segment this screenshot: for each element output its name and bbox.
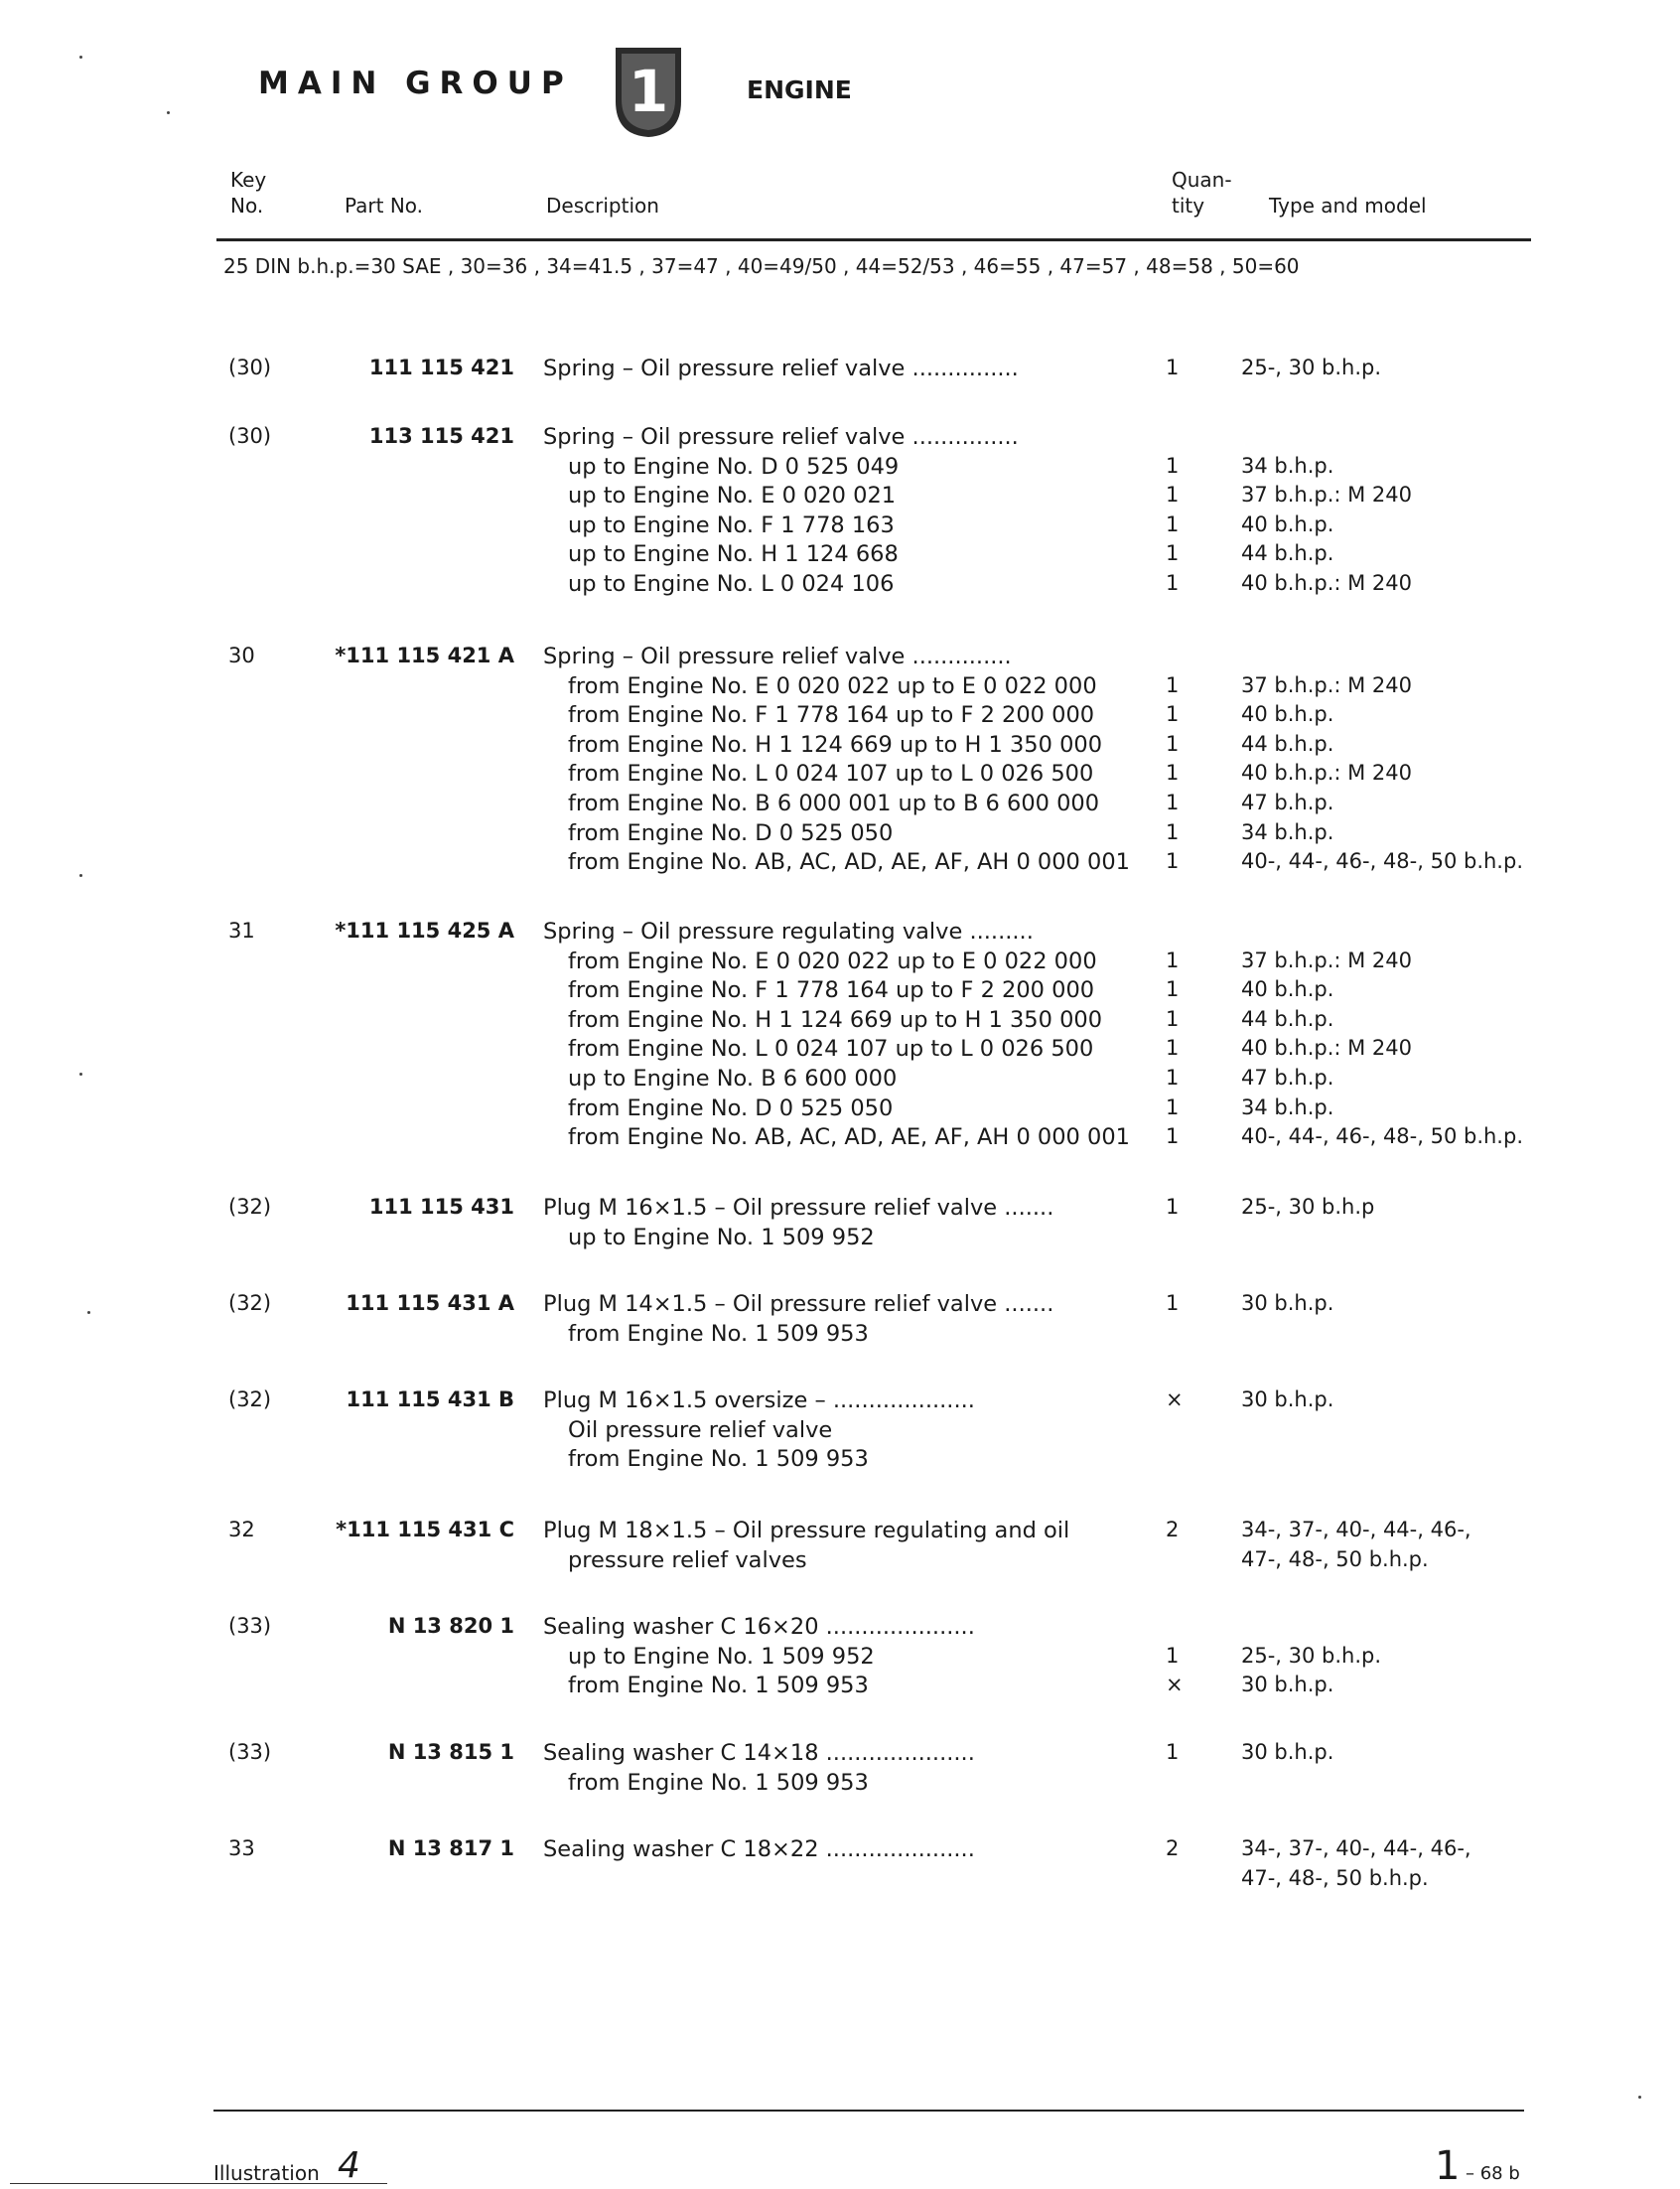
- part-number: N 13 820 1: [387, 1614, 514, 1638]
- scan-speck: [79, 56, 82, 59]
- key-number: (33): [228, 1614, 272, 1638]
- description-line: up to Engine No. B 6 600 000: [568, 1066, 898, 1092]
- scan-speck: [1638, 2096, 1641, 2099]
- quantity-value: 1: [1166, 1007, 1180, 1031]
- type-model-value: 25-, 30 b.h.p.: [1241, 356, 1382, 379]
- page-number: 1: [1435, 2143, 1461, 2189]
- description-line: from Engine No. 1 509 953: [568, 1770, 869, 1796]
- type-model-value: 44 b.h.p.: [1241, 1007, 1334, 1031]
- key-number: 32: [228, 1518, 255, 1541]
- key-number: (32): [228, 1195, 272, 1219]
- part-number: N 13 817 1: [387, 1836, 514, 1860]
- description-line: from Engine No. 1 509 953: [568, 1673, 869, 1698]
- description-line: from Engine No. 1 509 953: [568, 1446, 869, 1472]
- quantity-value: 1: [1166, 732, 1180, 756]
- type-model-value: 40 b.h.p.: M 240: [1241, 1036, 1413, 1060]
- type-model-value: 40 b.h.p.: M 240: [1241, 761, 1413, 785]
- column-header-key: Key No.: [230, 168, 267, 218]
- type-model-value: 30 b.h.p.: [1241, 1387, 1334, 1411]
- key-number: (32): [228, 1387, 272, 1411]
- description-line: from Engine No. H 1 124 669 up to H 1 350 000: [568, 732, 1103, 758]
- type-model-value: 44 b.h.p.: [1241, 732, 1334, 756]
- description-line: Spring – Oil pressure relief valve ..............: [543, 644, 1012, 669]
- quantity-value: 1: [1166, 1740, 1180, 1764]
- quantity-value: 1: [1166, 512, 1180, 536]
- quantity-value: 1: [1166, 791, 1180, 814]
- key-number: (33): [228, 1740, 272, 1764]
- quantity-value: 1: [1166, 820, 1180, 844]
- quantity-value: 1: [1166, 761, 1180, 785]
- description-line: Sealing washer C 14×18 .....................: [543, 1740, 975, 1766]
- type-model-value: 34 b.h.p.: [1241, 820, 1334, 844]
- page-number-suffix: – 68 b: [1466, 2163, 1520, 2184]
- description-line: Plug M 16×1.5 oversize – ....................: [543, 1387, 975, 1413]
- part-number: 113 115 421: [368, 424, 514, 448]
- margin-line: [10, 2183, 387, 2184]
- type-model-value: 40 b.h.p.: M 240: [1241, 571, 1413, 595]
- quantity-value: 1: [1166, 1644, 1180, 1668]
- description-line: up to Engine No. 1 509 952: [568, 1644, 875, 1670]
- footer-rule: [213, 2110, 1524, 2112]
- part-number: *111 115 421 A: [335, 644, 514, 667]
- description-line: from Engine No. D 0 525 050: [568, 820, 894, 846]
- quantity-value: 1: [1166, 1066, 1180, 1090]
- quantity-value: 2: [1166, 1518, 1180, 1541]
- description-line: from Engine No. F 1 778 164 up to F 2 200 000: [568, 702, 1095, 728]
- part-number: 111 115 431: [368, 1195, 514, 1219]
- type-model-value: 44 b.h.p.: [1241, 541, 1334, 565]
- part-number: N 13 815 1: [387, 1740, 514, 1764]
- quantity-value: 1: [1166, 1124, 1180, 1148]
- description-line: Oil pressure relief valve: [568, 1417, 833, 1443]
- description-line: up to Engine No. E 0 020 021: [568, 483, 897, 509]
- description-line: Spring – Oil pressure regulating valve .........: [543, 919, 1034, 945]
- description-line: Spring – Oil pressure relief valve ...............: [543, 356, 1019, 381]
- description-line: Sealing washer C 18×22 .....................: [543, 1836, 975, 1862]
- illustration-number: 4: [338, 2145, 360, 2186]
- type-model-value: 47-, 48-, 50 b.h.p.: [1241, 1547, 1429, 1571]
- description-line: up to Engine No. H 1 124 668: [568, 541, 899, 567]
- quantity-value: 1: [1166, 1095, 1180, 1119]
- description-line: Sealing washer C 16×20 .....................: [543, 1614, 975, 1640]
- part-number: *111 115 431 C: [336, 1518, 514, 1541]
- description-line: Plug M 16×1.5 – Oil pressure relief valve .......: [543, 1195, 1054, 1221]
- quantity-value: 1: [1166, 977, 1180, 1001]
- description-line: up to Engine No. D 0 525 049: [568, 454, 900, 480]
- description-line: Plug M 18×1.5 – Oil pressure regulating and oil: [543, 1518, 1070, 1543]
- part-number: 111 115 421: [368, 356, 514, 379]
- description-line: from Engine No. E 0 020 022 up to E 0 022 000: [568, 949, 1097, 974]
- description-line: Spring – Oil pressure relief valve ...............: [543, 424, 1019, 450]
- type-model-value: 40 b.h.p.: [1241, 977, 1334, 1001]
- type-model-value: 30 b.h.p.: [1241, 1673, 1334, 1696]
- description-line: from Engine No. H 1 124 669 up to H 1 350 000: [568, 1007, 1103, 1033]
- quantity-value: 1: [1166, 1195, 1180, 1219]
- quantity-value: 1: [1166, 454, 1180, 478]
- key-number: (30): [228, 356, 272, 379]
- quantity-value: ×: [1166, 1387, 1184, 1411]
- description-line: pressure relief valves: [568, 1547, 807, 1573]
- quantity-value: 1: [1166, 483, 1180, 507]
- type-model-value: 47 b.h.p.: [1241, 1066, 1334, 1090]
- key-number: 31: [228, 919, 255, 943]
- group-number-emblem-icon: [608, 42, 689, 141]
- description-line: from Engine No. 1 509 953: [568, 1321, 869, 1347]
- type-model-value: 37 b.h.p.: M 240: [1241, 949, 1413, 972]
- hp-conversion-note: 25 DIN b.h.p.=30 SAE , 30=36 , 34=41.5 , 37=47 , 40=49/50 , 44=52/53 , 46=55 , 47=57 , 48=58 , 50=60: [223, 254, 1300, 278]
- scan-speck: [167, 111, 170, 114]
- column-header-description: Description: [546, 194, 659, 218]
- type-model-value: 40 b.h.p.: [1241, 702, 1334, 726]
- type-model-value: 37 b.h.p.: M 240: [1241, 673, 1413, 697]
- illustration-label: Illustration: [213, 2161, 320, 2185]
- quantity-value: 1: [1166, 541, 1180, 565]
- type-model-value: 47-, 48-, 50 b.h.p.: [1241, 1866, 1429, 1890]
- type-model-value: 34-, 37-, 40-, 44-, 46-,: [1241, 1518, 1471, 1541]
- type-model-value: 40-, 44-, 46-, 48-, 50 b.h.p.: [1241, 1124, 1523, 1148]
- column-header-quantity: Quan- tity: [1172, 168, 1232, 218]
- type-model-value: 30 b.h.p.: [1241, 1291, 1334, 1315]
- scan-speck: [79, 1073, 82, 1076]
- description-line: Plug M 14×1.5 – Oil pressure relief valve .......: [543, 1291, 1054, 1317]
- type-model-value: 40 b.h.p.: [1241, 512, 1334, 536]
- part-number: 111 115 431 B: [346, 1387, 514, 1411]
- part-number: 111 115 431 A: [346, 1291, 514, 1315]
- type-model-value: 34 b.h.p.: [1241, 454, 1334, 478]
- type-model-value: 25-, 30 b.h.p: [1241, 1195, 1375, 1219]
- type-model-value: 30 b.h.p.: [1241, 1740, 1334, 1764]
- description-line: from Engine No. AB, AC, AD, AE, AF, AH 0 000 001: [568, 849, 1130, 875]
- description-line: from Engine No. E 0 020 022 up to E 0 022 000: [568, 673, 1097, 699]
- description-line: from Engine No. F 1 778 164 up to F 2 200 000: [568, 977, 1095, 1003]
- quantity-value: 1: [1166, 571, 1180, 595]
- type-model-value: 37 b.h.p.: M 240: [1241, 483, 1413, 507]
- description-line: from Engine No. D 0 525 050: [568, 1095, 894, 1121]
- description-line: from Engine No. AB, AC, AD, AE, AF, AH 0 000 001: [568, 1124, 1130, 1150]
- header-rule: [216, 238, 1531, 241]
- description-line: from Engine No. L 0 024 107 up to L 0 026 500: [568, 761, 1094, 787]
- quantity-value: ×: [1166, 1673, 1184, 1696]
- type-model-value: 34 b.h.p.: [1241, 1095, 1334, 1119]
- quantity-value: 1: [1166, 356, 1180, 379]
- quantity-value: 1: [1166, 1036, 1180, 1060]
- description-line: up to Engine No. L 0 024 106: [568, 571, 895, 597]
- section-title: ENGINE: [747, 75, 852, 104]
- main-group-title: MAIN GROUP: [258, 66, 573, 101]
- column-header-part-no: Part No.: [345, 194, 424, 218]
- scan-speck: [79, 874, 82, 877]
- part-number: *111 115 425 A: [335, 919, 514, 943]
- quantity-value: 1: [1166, 673, 1180, 697]
- description-line: up to Engine No. 1 509 952: [568, 1225, 875, 1250]
- key-number: (32): [228, 1291, 272, 1315]
- quantity-value: 1: [1166, 849, 1180, 873]
- key-number: (30): [228, 424, 272, 448]
- type-model-value: 47 b.h.p.: [1241, 791, 1334, 814]
- description-line: from Engine No. L 0 024 107 up to L 0 026 500: [568, 1036, 1094, 1062]
- quantity-value: 1: [1166, 702, 1180, 726]
- key-number: 33: [228, 1836, 255, 1860]
- group-number: 1: [628, 58, 669, 125]
- key-number: 30: [228, 644, 255, 667]
- quantity-value: 1: [1166, 949, 1180, 972]
- scan-speck: [87, 1311, 90, 1314]
- type-model-value: 25-, 30 b.h.p.: [1241, 1644, 1382, 1668]
- quantity-value: 1: [1166, 1291, 1180, 1315]
- column-header-type-model: Type and model: [1269, 194, 1427, 218]
- description-line: from Engine No. B 6 000 001 up to B 6 600 000: [568, 791, 1100, 816]
- type-model-value: 34-, 37-, 40-, 44-, 46-,: [1241, 1836, 1471, 1860]
- description-line: up to Engine No. F 1 778 163: [568, 512, 895, 538]
- type-model-value: 40-, 44-, 46-, 48-, 50 b.h.p.: [1241, 849, 1523, 873]
- quantity-value: 2: [1166, 1836, 1180, 1860]
